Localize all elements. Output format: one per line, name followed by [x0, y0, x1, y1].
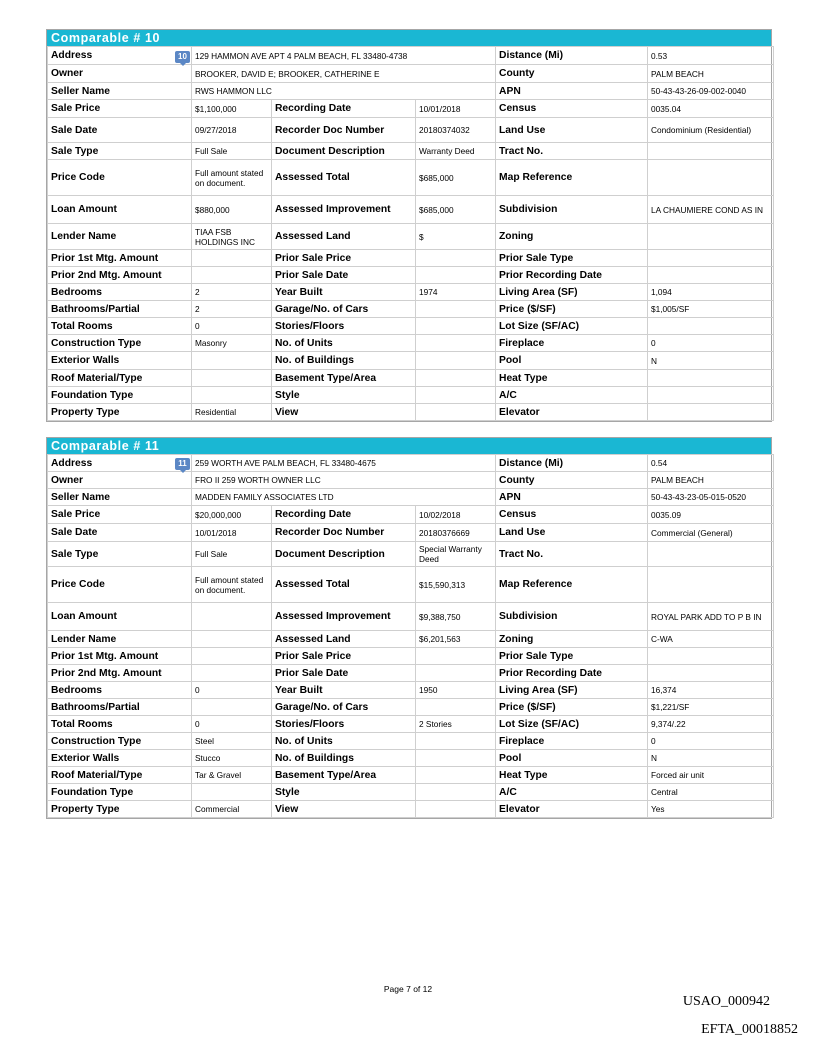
- field-label: Census: [496, 506, 648, 524]
- field-value: [192, 370, 272, 387]
- field-label: Land Use: [496, 524, 648, 542]
- field-value: [192, 352, 272, 370]
- field-value: 10/01/2018: [416, 100, 496, 118]
- field-value: Full Sale: [192, 542, 272, 567]
- table-row: [48, 83, 774, 100]
- table-row: [48, 631, 774, 648]
- field-label: Roof Material/Type: [48, 370, 192, 387]
- field-value: 50-43-43-26-09-002-0040: [648, 83, 774, 100]
- field-label: Assessed Improvement: [272, 603, 416, 631]
- field-label: County: [496, 65, 648, 83]
- field-value: 0: [192, 716, 272, 733]
- field-value: [416, 801, 496, 818]
- field-value: [192, 631, 272, 648]
- field-label: Prior 1st Mtg. Amount: [48, 648, 192, 665]
- field-label: Owner: [48, 472, 192, 489]
- field-value: $685,000: [416, 160, 496, 196]
- table-row: [48, 250, 774, 267]
- field-value: 0.54: [648, 455, 774, 472]
- field-label: Pool: [496, 352, 648, 370]
- field-value: Commercial: [192, 801, 272, 818]
- field-label: Sale Date: [48, 524, 192, 542]
- field-value: Yes: [648, 801, 774, 818]
- field-value: RWS HAMMON LLC: [192, 83, 496, 100]
- table-row: [48, 47, 774, 65]
- field-label: Prior Recording Date: [496, 267, 648, 284]
- field-value: [648, 665, 774, 682]
- field-value: 09/27/2018: [192, 118, 272, 143]
- field-label: Tract No.: [496, 143, 648, 160]
- field-value: 0: [648, 733, 774, 750]
- field-value: [416, 250, 496, 267]
- field-label: Prior Recording Date: [496, 665, 648, 682]
- field-label: No. of Buildings: [272, 750, 416, 767]
- table-row: [48, 143, 774, 160]
- field-value: FRO II 259 WORTH OWNER LLC: [192, 472, 496, 489]
- field-value: C-WA: [648, 631, 774, 648]
- field-value: [648, 160, 774, 196]
- field-value: [416, 733, 496, 750]
- field-value: Special Warranty Deed: [416, 542, 496, 567]
- field-label: Prior Sale Price: [272, 250, 416, 267]
- field-label: Prior Sale Price: [272, 648, 416, 665]
- table-row: [48, 733, 774, 750]
- field-label: Total Rooms: [48, 716, 192, 733]
- field-label: Property Type: [48, 404, 192, 421]
- field-value: [648, 404, 774, 421]
- field-value: [192, 648, 272, 665]
- field-value: [416, 318, 496, 335]
- field-label: Lot Size (SF/AC): [496, 716, 648, 733]
- field-value: Warranty Deed: [416, 143, 496, 160]
- comparable-11: [46, 437, 772, 819]
- field-label: Prior Sale Date: [272, 665, 416, 682]
- table-row: [48, 506, 774, 524]
- field-value: [192, 250, 272, 267]
- table-row: [48, 318, 774, 335]
- table-row: [48, 603, 774, 631]
- field-label: Foundation Type: [48, 784, 192, 801]
- field-label: Prior 1st Mtg. Amount: [48, 250, 192, 267]
- field-value: [416, 699, 496, 716]
- field-value: 1974: [416, 284, 496, 301]
- page-number: Page 7 of 12: [383, 984, 433, 994]
- field-value: TIAA FSB HOLDINGS INC: [192, 224, 272, 250]
- map-marker-icon: 10: [175, 51, 190, 63]
- field-value: $685,000: [416, 196, 496, 224]
- field-value: $880,000: [192, 196, 272, 224]
- field-label: Seller Name: [48, 489, 192, 506]
- field-label: Stories/Floors: [272, 716, 416, 733]
- table-row: [48, 665, 774, 682]
- field-label: Sale Price: [48, 100, 192, 118]
- field-value: 50-43-43-23-05-015-0520: [648, 489, 774, 506]
- address-value: 129 HAMMON AVE APT 4 PALM BEACH, FL 33480-4738: [195, 50, 408, 61]
- field-value: [192, 699, 272, 716]
- field-label: Pool: [496, 750, 648, 767]
- field-label: Distance (Mi): [496, 455, 648, 472]
- field-value: Masonry: [192, 335, 272, 352]
- field-label: Exterior Walls: [48, 750, 192, 767]
- field-label: Year Built: [272, 682, 416, 699]
- field-label: Subdivision: [496, 603, 648, 631]
- field-value: [648, 224, 774, 250]
- field-value: [192, 267, 272, 284]
- field-label: Prior Sale Type: [496, 648, 648, 665]
- field-label: Map Reference: [496, 567, 648, 603]
- field-label: Subdivision: [496, 196, 648, 224]
- table-row: [48, 767, 774, 784]
- field-value: Stucco: [192, 750, 272, 767]
- field-value: $: [416, 224, 496, 250]
- table-row: [48, 542, 774, 567]
- table-row: [48, 370, 774, 387]
- field-label: Living Area (SF): [496, 682, 648, 699]
- field-label: Year Built: [272, 284, 416, 301]
- comparable-10: [46, 29, 772, 422]
- field-value: Full Sale: [192, 143, 272, 160]
- field-label: No. of Units: [272, 733, 416, 750]
- field-value: [416, 370, 496, 387]
- field-label: Sale Type: [48, 542, 192, 567]
- field-label: Living Area (SF): [496, 284, 648, 301]
- field-label: Loan Amount: [48, 196, 192, 224]
- field-value: [648, 370, 774, 387]
- bates-number-secondary: EFTA_00018852: [701, 1022, 798, 1037]
- field-value: 1950: [416, 682, 496, 699]
- field-value: [648, 648, 774, 665]
- table-row: [48, 118, 774, 143]
- table-row: [48, 648, 774, 665]
- field-value: $1,221/SF: [648, 699, 774, 716]
- field-label: Elevator: [496, 801, 648, 818]
- table-row: [48, 784, 774, 801]
- field-label: Land Use: [496, 118, 648, 143]
- field-label: Stories/Floors: [272, 318, 416, 335]
- table-row: [48, 455, 774, 472]
- field-value: [178, 455, 496, 472]
- field-label: County: [496, 472, 648, 489]
- address-wrap: [178, 458, 492, 468]
- field-label: Heat Type: [496, 767, 648, 784]
- field-label: Garage/No. of Cars: [272, 699, 416, 716]
- field-label: APN: [496, 83, 648, 100]
- field-label: Lender Name: [48, 224, 192, 250]
- field-label: Sale Price: [48, 506, 192, 524]
- field-value: Forced air unit: [648, 767, 774, 784]
- field-value: Tar & Gravel: [192, 767, 272, 784]
- field-label: Sale Date: [48, 118, 192, 143]
- comparable-header: Comparable # 11: [47, 438, 771, 454]
- field-label: Style: [272, 387, 416, 404]
- field-value: Condominium (Residential): [648, 118, 774, 143]
- field-value: [192, 603, 272, 631]
- field-label: Distance (Mi): [496, 47, 648, 65]
- field-label: Assessed Total: [272, 160, 416, 196]
- field-label: Seller Name: [48, 83, 192, 100]
- field-value: [416, 352, 496, 370]
- field-label: Assessed Total: [272, 567, 416, 603]
- address-wrap: [178, 50, 492, 61]
- bates-number: USAO_000942: [682, 994, 770, 1009]
- table-row: [48, 160, 774, 196]
- field-label: Basement Type/Area: [272, 370, 416, 387]
- map-marker-icon: 11: [175, 458, 190, 470]
- field-label: View: [272, 404, 416, 421]
- field-label: Prior 2nd Mtg. Amount: [48, 267, 192, 284]
- field-label: Fireplace: [496, 335, 648, 352]
- comparable-header: Comparable # 10: [47, 30, 771, 46]
- field-label: Bedrooms: [48, 284, 192, 301]
- field-value: PALM BEACH: [648, 65, 774, 83]
- table-row: [48, 100, 774, 118]
- field-label: Document Description: [272, 143, 416, 160]
- field-label: APN: [496, 489, 648, 506]
- field-value: Residential: [192, 404, 272, 421]
- field-value: 16,374: [648, 682, 774, 699]
- field-label: Heat Type: [496, 370, 648, 387]
- field-value: Full amount stated on document.: [192, 567, 272, 603]
- field-label: Roof Material/Type: [48, 767, 192, 784]
- field-value: $20,000,000: [192, 506, 272, 524]
- field-value: 0: [648, 335, 774, 352]
- field-label: Lot Size (SF/AC): [496, 318, 648, 335]
- field-value: N: [648, 352, 774, 370]
- field-label: A/C: [496, 784, 648, 801]
- comparable-table: [47, 454, 774, 818]
- field-value: $9,388,750: [416, 603, 496, 631]
- field-value: [648, 250, 774, 267]
- field-label: Price Code: [48, 567, 192, 603]
- field-value: PALM BEACH: [648, 472, 774, 489]
- field-label: Garage/No. of Cars: [272, 301, 416, 318]
- field-value: N: [648, 750, 774, 767]
- field-label: Price ($/SF): [496, 699, 648, 716]
- field-value: Central: [648, 784, 774, 801]
- field-label: Recorder Doc Number: [272, 118, 416, 143]
- field-label: Fireplace: [496, 733, 648, 750]
- field-value: $1,100,000: [192, 100, 272, 118]
- field-label: Construction Type: [48, 733, 192, 750]
- table-row: [48, 196, 774, 224]
- field-value: [416, 335, 496, 352]
- field-value: 0.53: [648, 47, 774, 65]
- table-row: [48, 567, 774, 603]
- field-label: Lender Name: [48, 631, 192, 648]
- field-value: [648, 567, 774, 603]
- field-value: [416, 750, 496, 767]
- field-value: BROOKER, DAVID E; BROOKER, CATHERINE E: [192, 65, 496, 83]
- field-label: Map Reference: [496, 160, 648, 196]
- field-label: Prior Sale Date: [272, 267, 416, 284]
- field-label: Exterior Walls: [48, 352, 192, 370]
- field-value: Commercial (General): [648, 524, 774, 542]
- field-label: Property Type: [48, 801, 192, 818]
- field-value: [648, 542, 774, 567]
- table-row: [48, 404, 774, 421]
- field-label: Price Code: [48, 160, 192, 196]
- field-value: ROYAL PARK ADD TO P B IN: [648, 603, 774, 631]
- field-value: LA CHAUMIERE COND AS IN: [648, 196, 774, 224]
- field-label: Tract No.: [496, 542, 648, 567]
- field-label: Bedrooms: [48, 682, 192, 699]
- field-value: 0: [192, 318, 272, 335]
- field-label: Owner: [48, 65, 192, 83]
- table-row: [48, 267, 774, 284]
- field-value: 10/02/2018: [416, 506, 496, 524]
- field-label: Assessed Land: [272, 224, 416, 250]
- field-label: Assessed Land: [272, 631, 416, 648]
- field-value: [416, 387, 496, 404]
- field-value: [192, 387, 272, 404]
- field-value: MADDEN FAMILY ASSOCIATES LTD: [192, 489, 496, 506]
- field-value: Steel: [192, 733, 272, 750]
- field-value: $1,005/SF: [648, 301, 774, 318]
- table-row: [48, 224, 774, 250]
- field-label: Foundation Type: [48, 387, 192, 404]
- field-label: Assessed Improvement: [272, 196, 416, 224]
- table-row: [48, 387, 774, 404]
- field-value: 2 Stories: [416, 716, 496, 733]
- field-label: Loan Amount: [48, 603, 192, 631]
- field-value: 2: [192, 284, 272, 301]
- table-row: [48, 301, 774, 318]
- field-value: Full amount stated on document.: [192, 160, 272, 196]
- table-row: [48, 699, 774, 716]
- table-row: [48, 682, 774, 699]
- field-value: [178, 47, 496, 65]
- comparable-rows: [48, 47, 774, 421]
- field-value: 2: [192, 301, 272, 318]
- field-label: Style: [272, 784, 416, 801]
- field-value: [648, 318, 774, 335]
- field-label: Sale Type: [48, 143, 192, 160]
- table-row: [48, 750, 774, 767]
- table-row: [48, 489, 774, 506]
- field-value: 0035.09: [648, 506, 774, 524]
- table-row: [48, 284, 774, 301]
- field-value: 1,094: [648, 284, 774, 301]
- table-row: [48, 524, 774, 542]
- field-label: Recorder Doc Number: [272, 524, 416, 542]
- field-value: 20180374032: [416, 118, 496, 143]
- field-value: $6,201,563: [416, 631, 496, 648]
- field-label: Zoning: [496, 631, 648, 648]
- field-label: Prior 2nd Mtg. Amount: [48, 665, 192, 682]
- field-value: $15,590,313: [416, 567, 496, 603]
- field-value: [648, 387, 774, 404]
- field-label: Recording Date: [272, 506, 416, 524]
- field-label: A/C: [496, 387, 648, 404]
- address-value: 259 WORTH AVE PALM BEACH, FL 33480-4675: [195, 458, 376, 468]
- field-value: [416, 267, 496, 284]
- field-value: [416, 665, 496, 682]
- field-value: [648, 143, 774, 160]
- field-value: 10/01/2018: [192, 524, 272, 542]
- field-label: Address: [48, 455, 192, 472]
- field-value: [192, 784, 272, 801]
- table-row: [48, 472, 774, 489]
- field-label: Document Description: [272, 542, 416, 567]
- field-label: Zoning: [496, 224, 648, 250]
- field-label: Bathrooms/Partial: [48, 301, 192, 318]
- table-row: [48, 65, 774, 83]
- field-value: [648, 267, 774, 284]
- field-label: Prior Sale Type: [496, 250, 648, 267]
- field-value: [416, 404, 496, 421]
- field-value: [416, 784, 496, 801]
- field-value: 0: [192, 682, 272, 699]
- field-label: Bathrooms/Partial: [48, 699, 192, 716]
- field-label: No. of Units: [272, 335, 416, 352]
- field-label: Basement Type/Area: [272, 767, 416, 784]
- table-row: [48, 716, 774, 733]
- field-value: 9,374/.22: [648, 716, 774, 733]
- field-value: [416, 767, 496, 784]
- field-value: 20180376669: [416, 524, 496, 542]
- table-row: [48, 352, 774, 370]
- field-value: [416, 301, 496, 318]
- field-label: Recording Date: [272, 100, 416, 118]
- table-row: [48, 335, 774, 352]
- field-label: Elevator: [496, 404, 648, 421]
- field-value: [192, 665, 272, 682]
- field-label: Construction Type: [48, 335, 192, 352]
- field-label: Address: [48, 47, 192, 65]
- field-label: View: [272, 801, 416, 818]
- field-label: Total Rooms: [48, 318, 192, 335]
- field-label: Census: [496, 100, 648, 118]
- comparable-rows: [48, 455, 774, 818]
- table-row: [48, 801, 774, 818]
- field-label: No. of Buildings: [272, 352, 416, 370]
- comparable-table: [47, 46, 774, 421]
- field-label: Price ($/SF): [496, 301, 648, 318]
- field-value: 0035.04: [648, 100, 774, 118]
- field-value: [416, 648, 496, 665]
